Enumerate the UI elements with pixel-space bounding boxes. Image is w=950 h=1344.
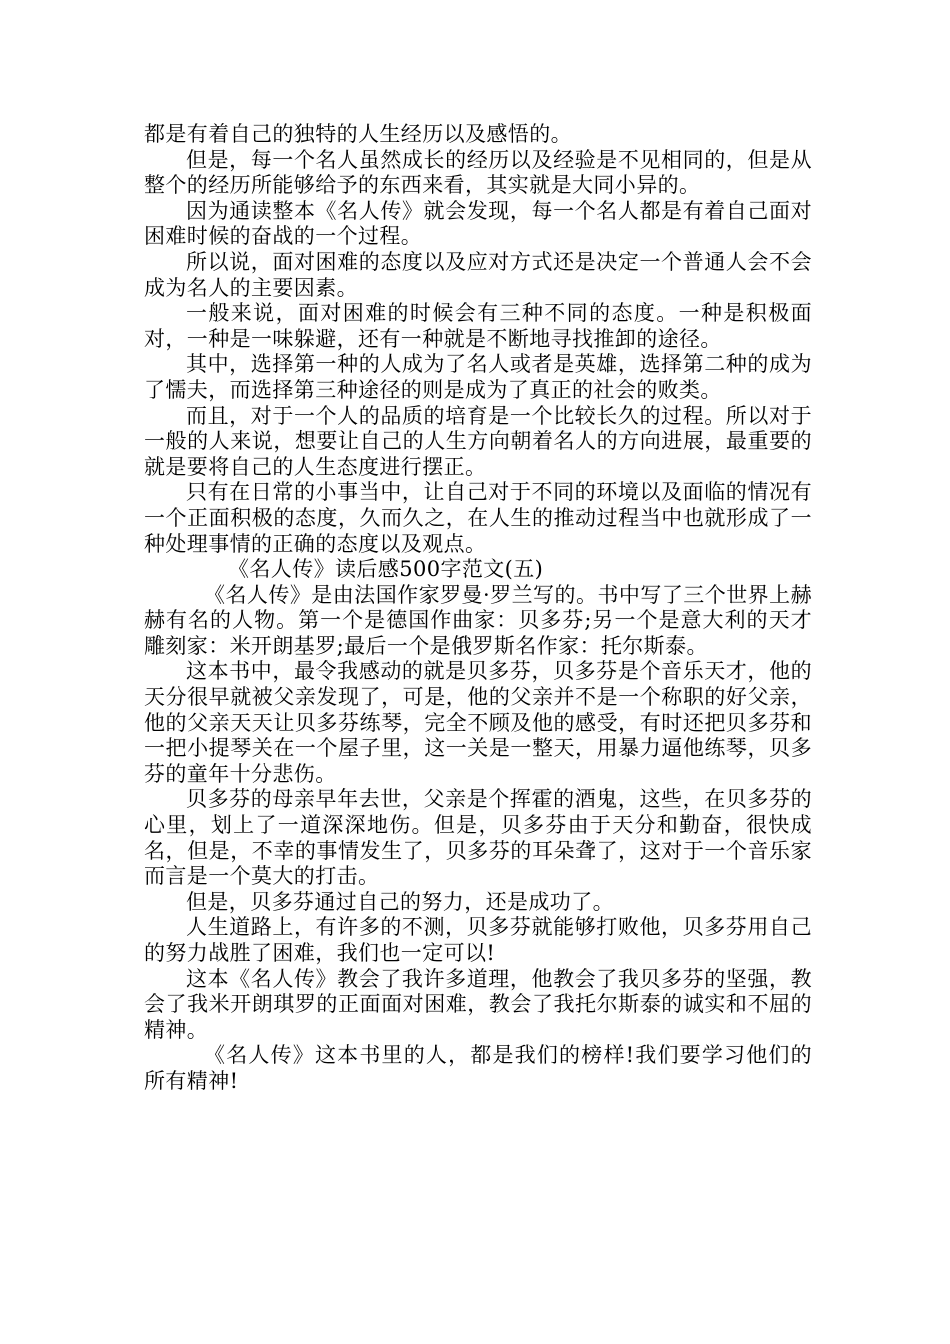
paragraph: 这本《名人传》教会了我许多道理，他教会了我贝多芬的坚强，教会了我米开朗琪罗的正面面对困难，教会了我托尔斯泰的诚实和不屈的精神。 — [144, 966, 812, 1042]
paragraph: 所以说，面对困难的态度以及应对方式还是决定一个普通人会不会成为名人的主要因素。 — [144, 249, 812, 300]
paragraph: 贝多芬的母亲早年去世，父亲是个挥霍的酒鬼，这些，在贝多芬的心里，划上了一道深深地伤。但是，贝多芬由于天分和勤奋，很快成名，但是，不幸的事情发生了，贝多芬的耳朵聋了，这对于一个音乐家而言是一个莫大的打击。 — [144, 787, 812, 889]
paragraph: 《名人传》这本书里的人，都是我们的榜样!我们要学习他们的所有精神! — [144, 1043, 812, 1093]
paragraph: 因为通读整本《名人传》就会发现，每一个名人都是有着自己面对困难时候的奋战的一个过程。 — [144, 198, 812, 249]
paragraph: 但是，每一个名人虽然成长的经历以及经验是不见相同的，但是从整个的经历所能够给予的东西来看，其实就是大同小异的。 — [144, 147, 812, 198]
paragraph: 这本书中，最令我感动的就是贝多芬，贝多芬是个音乐天才，他的天分很早就被父亲发现了，可是，他的父亲并不是一个称职的好父亲，他的父亲天天让贝多芬练琴，完全不顾及他的感受，有时还把贝多芬和一把小提琴关在一个屋子里，这一关是一整天，用暴力逼他练琴，贝多芬的童年十分悲伤。 — [144, 659, 812, 786]
paragraph: 《名人传》是由法国作家罗曼·罗兰写的。书中写了三个世界上赫赫有名的人物。第一个是德国作曲家：贝多芬;另一个是意大利的天才雕刻家：米开朗基罗;最后一个是俄罗斯名作家：托尔斯泰。 — [144, 582, 812, 658]
paragraph: 其中，选择第一种的人成为了名人或者是英雄，选择第二种的成为了懦夫，而选择第三种途径的则是成为了真正的社会的败类。 — [144, 352, 812, 402]
paragraph: 只有在日常的小事当中，让自己对于不同的环境以及面临的情况有一个正面积极的态度，久而久之，在人生的推动过程当中也就形成了一种处理事情的正确的态度以及观点。 — [144, 480, 812, 556]
paragraph: 一般来说，面对困难的时候会有三种不同的态度。一种是积极面对，一种是一味躲避，还有一种就是不断地寻找推卸的途径。 — [144, 301, 812, 351]
paragraph: 人生道路上，有许多的不测，贝多芬就能够打败他，贝多芬用自己的努力战胜了困难，我们也一定可以! — [144, 915, 812, 965]
document-body — [144, 122, 812, 1095]
paragraph: 而且，对于一个人的品质的培育是一个比较长久的过程。所以对于一般的人来说，想要让自己的人生方向朝着名人的方向进展，最重要的就是要将自己的人生态度进行摆正。 — [144, 403, 812, 479]
paragraph: 但是，贝多芬通过自己的努力，还是成功了。 — [186, 889, 614, 914]
paragraph: 都是有着自己的独特的人生经历以及感悟的。 — [144, 122, 572, 146]
section-heading: 《名人传》读后感500字范文(五) — [228, 557, 544, 582]
